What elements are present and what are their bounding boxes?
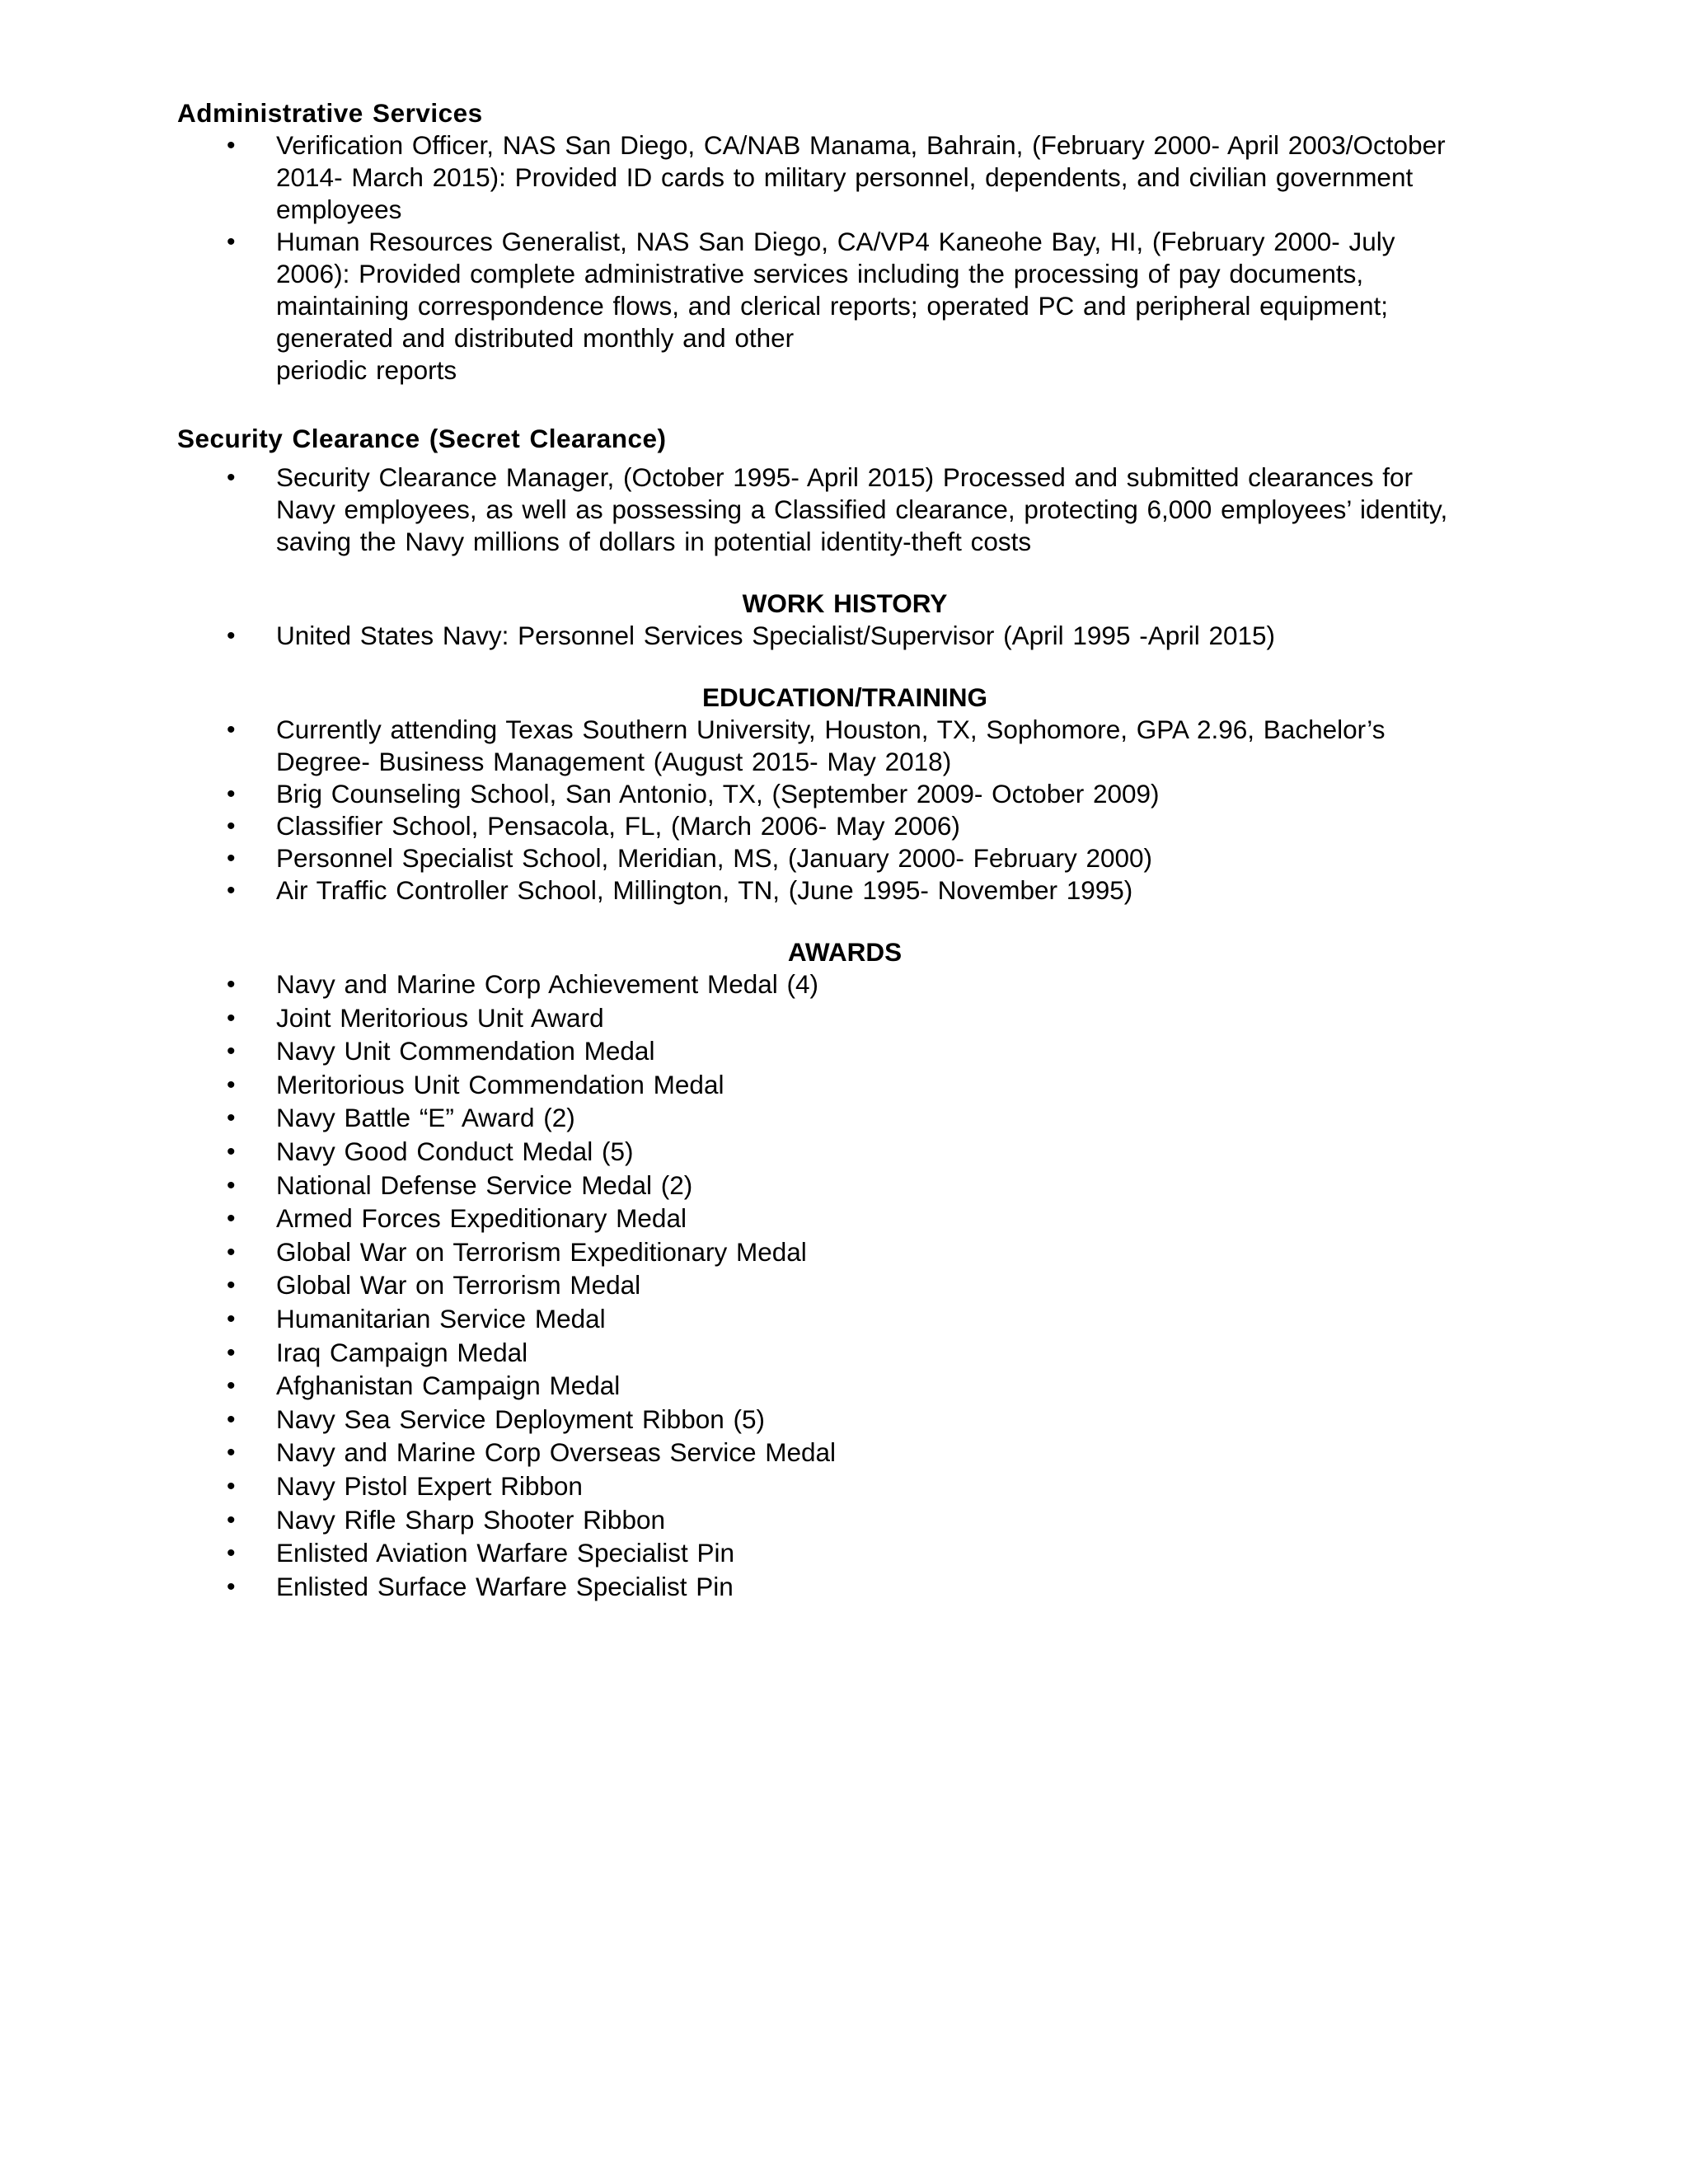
list-item — [227, 129, 1512, 226]
bullet-icon: • — [227, 622, 236, 649]
list-item — [227, 1571, 1512, 1603]
bullet-icon: • — [227, 464, 236, 491]
bullet-icon: • — [227, 1572, 236, 1601]
item-line: Personnel Specialist School, Meridian, MS, (January 2000- February 2000) — [276, 843, 1153, 873]
bullet-icon: • — [227, 1506, 236, 1534]
work-history-heading: WORK HISTORY — [742, 588, 948, 618]
award-name: Iraq Campaign Medal — [276, 1337, 528, 1367]
bullet-icon: • — [227, 1405, 236, 1433]
bullet-icon: • — [227, 1372, 236, 1400]
award-name: Navy and Marine Corp Achievement Medal (4) — [276, 969, 819, 999]
bullet-icon: • — [227, 780, 236, 808]
bullet-icon: • — [227, 1071, 236, 1099]
list-item — [227, 226, 1512, 387]
bullet-icon: • — [227, 1238, 236, 1266]
award-name: Afghanistan Campaign Medal — [276, 1371, 621, 1401]
list-item — [227, 1303, 1512, 1335]
item-line: periodic reports — [276, 355, 457, 385]
award-name: Global War on Terrorism Medal — [276, 1270, 641, 1301]
resume-page — [177, 97, 1512, 1604]
award-name: Armed Forces Expeditionary Medal — [276, 1203, 687, 1234]
list-item — [227, 620, 1512, 652]
admin-heading: Administrative Services — [177, 98, 483, 128]
item-line: saving the Navy millions of dollars in potential identity-theft costs — [276, 527, 1032, 556]
item-line: Classifier School, Pensacola, FL, (March 2006- May 2006) — [276, 811, 960, 841]
list-item — [227, 1404, 1512, 1436]
bullet-icon: • — [227, 1104, 236, 1132]
list-item — [227, 1370, 1512, 1402]
admin-list — [177, 129, 1512, 387]
list-item — [227, 1035, 1512, 1067]
awards-list — [177, 968, 1512, 1603]
list-item — [227, 1337, 1512, 1369]
security-heading: Security Clearance (Secret Clearance) — [177, 424, 667, 453]
award-name: Joint Meritorious Unit Award — [276, 1002, 604, 1033]
item-line: United States Navy: Personnel Services Specialist/Supervisor (April 1995 -April 2015) — [276, 621, 1276, 650]
item-line: 2006): Provided complete administrative services including the processing of pay documents, — [276, 259, 1364, 288]
item-line: generated and distributed monthly and other — [276, 323, 795, 353]
bullet-icon: • — [227, 813, 236, 840]
list-item — [227, 1136, 1512, 1168]
bullet-icon: • — [227, 228, 236, 255]
list-item — [227, 1069, 1512, 1101]
list-item — [227, 1504, 1512, 1536]
item-line: Air Traffic Controller School, Millington, TN, (June 1995- November 1995) — [276, 875, 1133, 905]
list-item — [227, 1236, 1512, 1268]
award-name: Meritorious Unit Commendation Medal — [276, 1069, 724, 1099]
bullet-icon: • — [227, 1137, 236, 1165]
work-list — [177, 620, 1512, 652]
education-heading: EDUCATION/TRAINING — [702, 682, 987, 712]
bullet-icon: • — [227, 1038, 236, 1066]
list-item — [227, 810, 1512, 842]
list-item — [227, 1470, 1512, 1502]
list-item — [227, 462, 1512, 558]
security-list — [177, 462, 1512, 558]
award-name: Navy Pistol Expert Ribbon — [276, 1470, 583, 1501]
list-item — [227, 842, 1512, 874]
item-line: Currently attending Texas Southern University, Houston, TX, Sophomore, GPA 2.96, Bachelor’s — [276, 715, 1386, 744]
list-item — [227, 874, 1512, 907]
award-name: Navy Rifle Sharp Shooter Ribbon — [276, 1504, 665, 1535]
bullet-icon: • — [227, 1272, 236, 1300]
award-name: Navy Unit Commendation Medal — [276, 1036, 655, 1066]
award-name: Navy Good Conduct Medal (5) — [276, 1136, 634, 1166]
list-item — [227, 714, 1512, 778]
item-line: Security Clearance Manager, (October 1995- April 2015) Processed and submitted clearances for — [276, 462, 1413, 492]
list-item — [227, 778, 1512, 810]
bullet-icon: • — [227, 971, 236, 998]
awards-heading: AWARDS — [787, 937, 903, 967]
award-name: National Defense Service Medal (2) — [276, 1169, 693, 1200]
award-name: Navy and Marine Corp Overseas Service Medal — [276, 1437, 837, 1468]
item-line: Verification Officer, NAS San Diego, CA/NAB Manama, Bahrain, (February 2000- April 2003/October — [276, 130, 1446, 160]
bullet-icon: • — [227, 1305, 236, 1333]
list-item — [227, 1002, 1512, 1034]
award-name: Navy Battle “E” Award (2) — [276, 1103, 575, 1133]
bullet-icon: • — [227, 1338, 236, 1366]
item-line: maintaining correspondence flows, and clerical reports; operated PC and peripheral equipment; — [276, 291, 1389, 321]
bullet-icon: • — [227, 877, 236, 904]
award-name: Humanitarian Service Medal — [276, 1303, 606, 1333]
bullet-icon: • — [227, 845, 236, 872]
item-line: Degree- Business Management (August 2015- May 2018) — [276, 747, 952, 776]
bullet-icon: • — [227, 1439, 236, 1467]
list-item — [227, 1169, 1512, 1202]
award-name: Global War on Terrorism Expeditionary Medal — [276, 1236, 807, 1267]
bullet-icon: • — [227, 1472, 236, 1500]
list-item — [227, 1269, 1512, 1301]
list-item — [227, 1436, 1512, 1469]
bullet-icon: • — [227, 716, 236, 743]
item-line: Navy employees, as well as possessing a Classified clearance, protecting 6,000 employees’ identity, — [276, 494, 1448, 524]
list-item — [227, 1102, 1512, 1134]
award-name: Navy Sea Service Deployment Ribbon (5) — [276, 1404, 766, 1434]
bullet-icon: • — [227, 1540, 236, 1568]
education-list — [177, 714, 1512, 907]
item-line: Human Resources Generalist, NAS San Diego, CA/VP4 Kaneohe Bay, HI, (February 2000- July — [276, 227, 1395, 256]
list-item — [227, 1537, 1512, 1569]
bullet-icon: • — [227, 132, 236, 159]
bullet-icon: • — [227, 1171, 236, 1199]
bullet-icon: • — [227, 1205, 236, 1233]
item-line: Brig Counseling School, San Antonio, TX, (September 2009- October 2009) — [276, 779, 1160, 808]
list-item — [227, 1202, 1512, 1235]
item-line: employees — [276, 194, 402, 224]
list-item — [227, 968, 1512, 1001]
award-name: Enlisted Surface Warfare Specialist Pin — [276, 1571, 734, 1601]
bullet-icon: • — [227, 1004, 236, 1032]
item-line: 2014- March 2015): Provided ID cards to military personnel, dependents, and civilian government — [276, 162, 1414, 192]
award-name: Enlisted Aviation Warfare Specialist Pin — [276, 1538, 735, 1568]
